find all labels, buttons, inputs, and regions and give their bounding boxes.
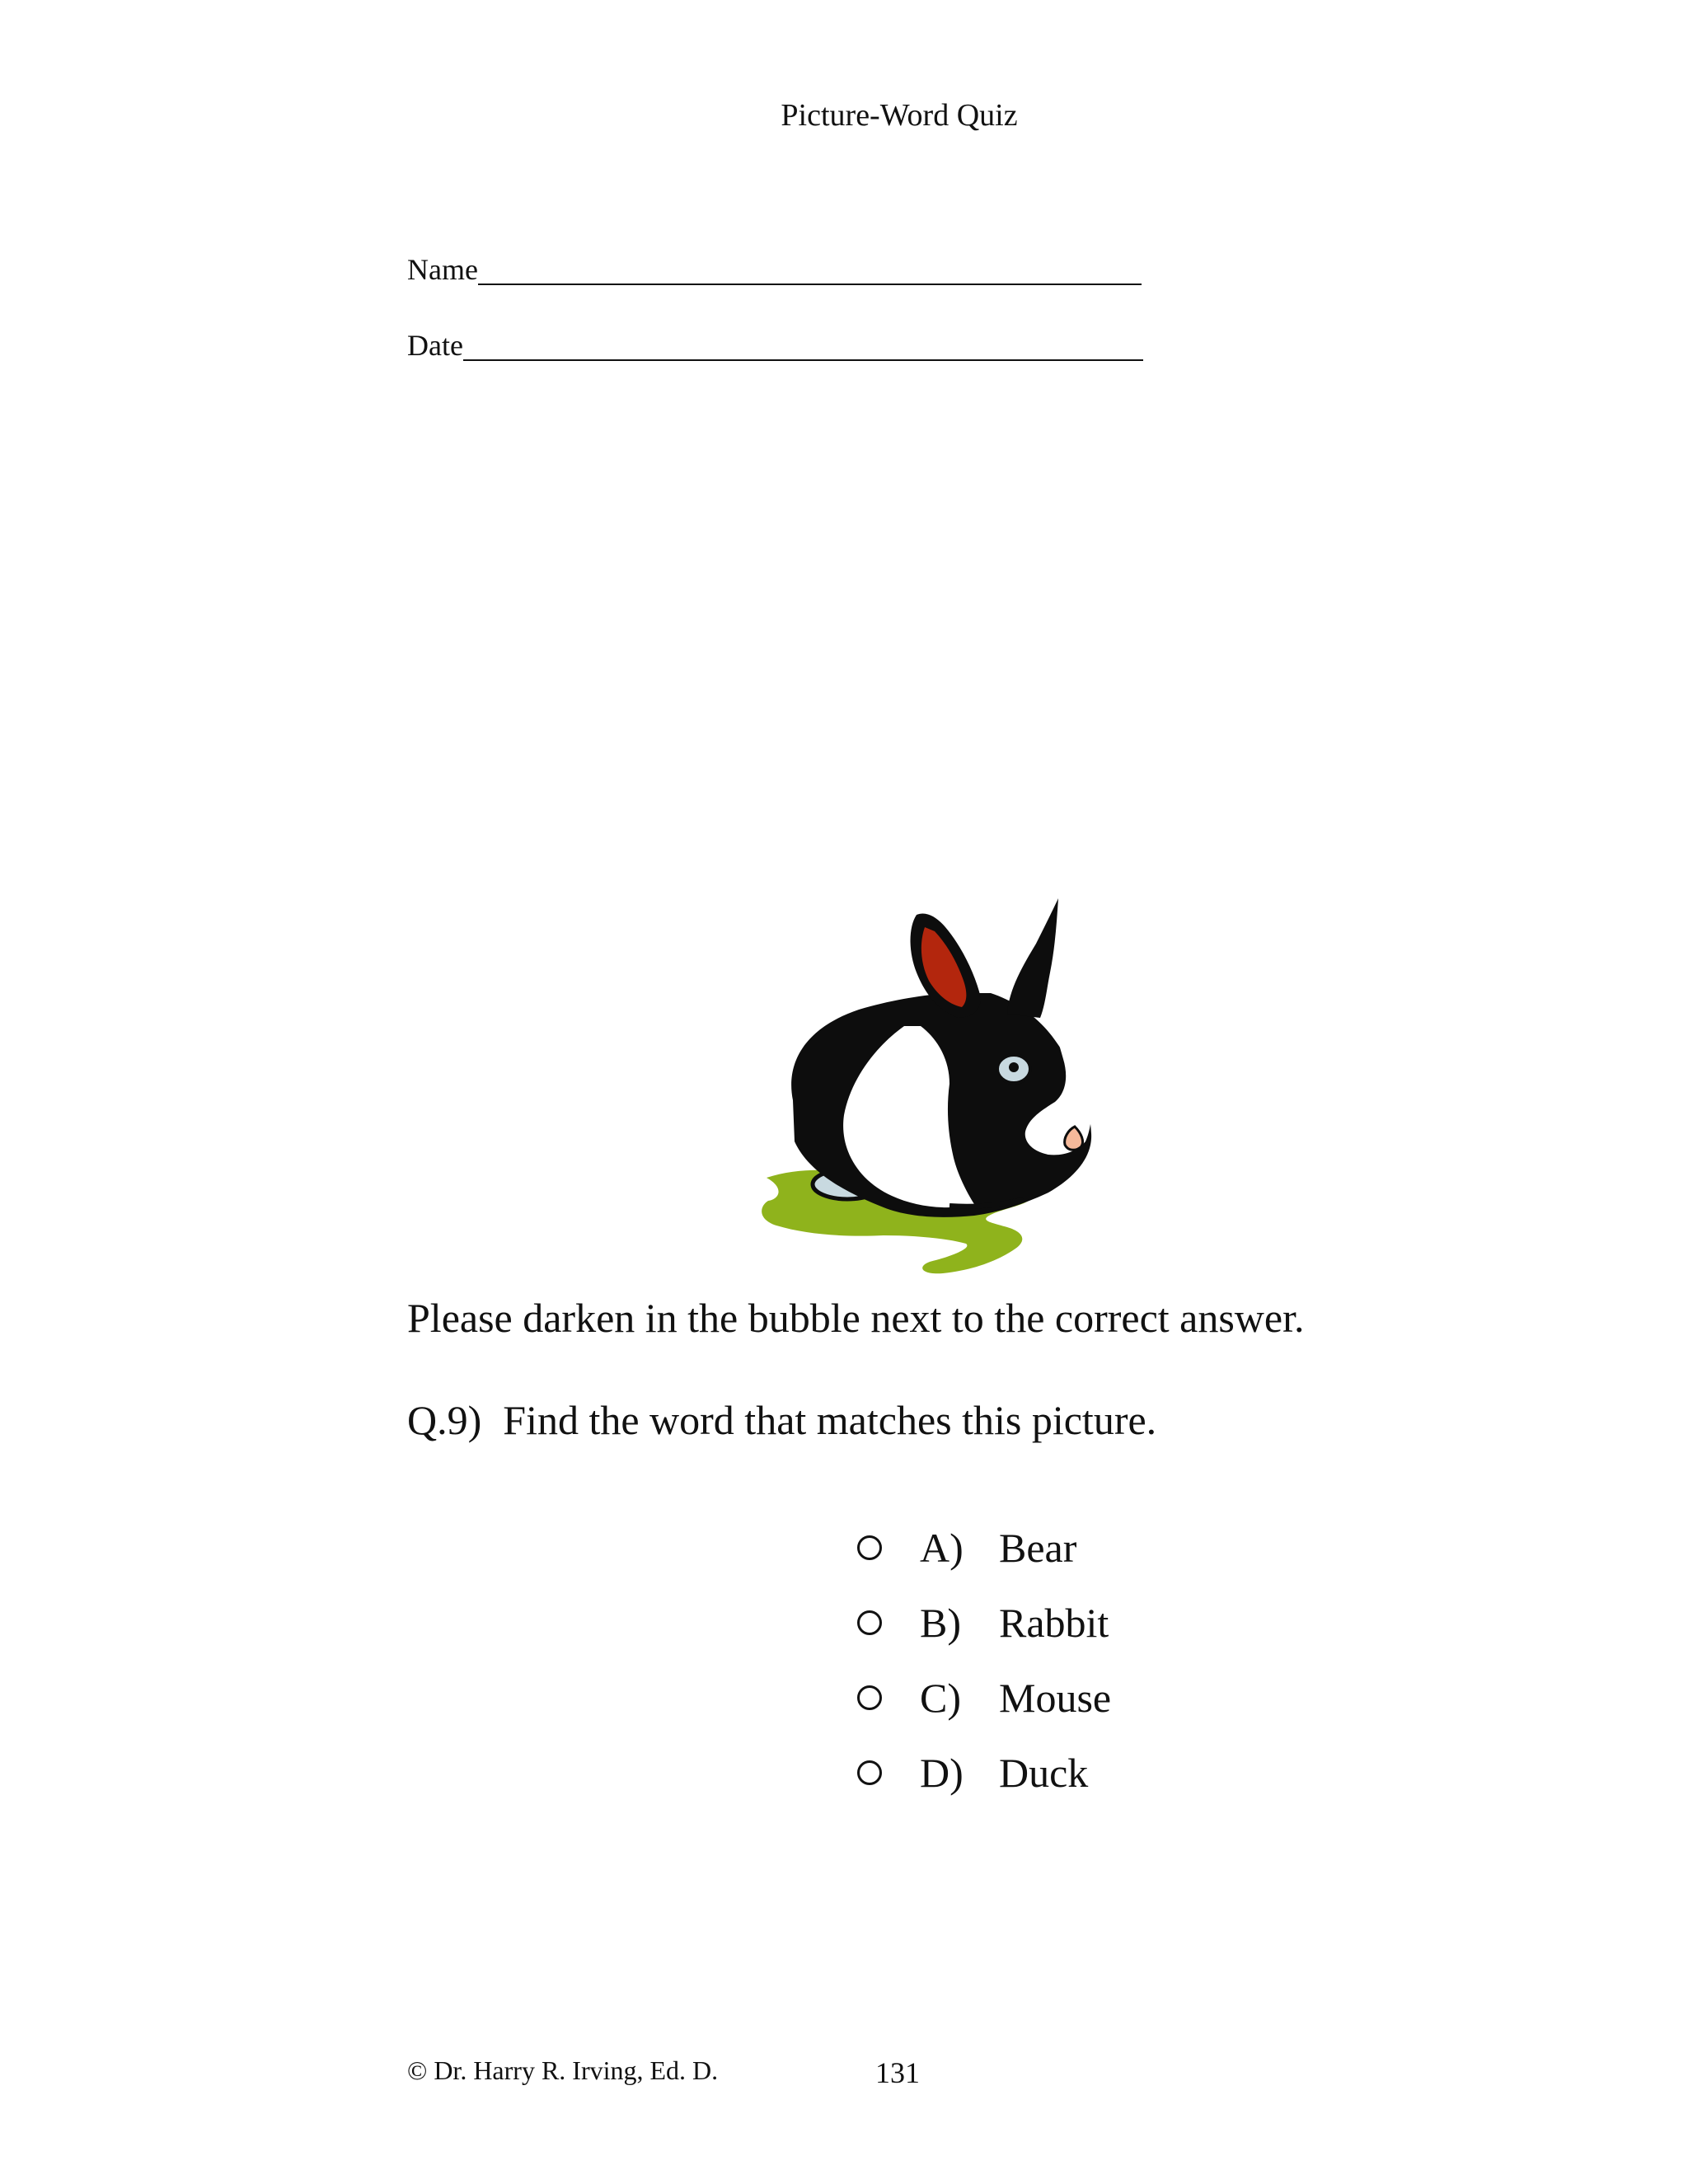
name-field[interactable] xyxy=(407,252,1142,287)
option-letter: A) xyxy=(920,1524,964,1571)
option-d[interactable] xyxy=(857,1735,1111,1810)
date-label: Date xyxy=(407,329,463,362)
question-number: Q.9) xyxy=(407,1397,482,1443)
instruction-text: Please darken in the bubble next to the correct answer. xyxy=(407,1295,1305,1341)
name-label: Name xyxy=(407,253,478,286)
question-prompt xyxy=(407,1396,1156,1444)
page-header xyxy=(0,97,1688,134)
bubble-radio-c[interactable] xyxy=(857,1685,882,1710)
option-label: Duck xyxy=(999,1749,1089,1796)
ear-right xyxy=(1007,898,1058,1018)
option-label: Bear xyxy=(999,1524,1077,1571)
option-label: Rabbit xyxy=(999,1599,1109,1646)
answer-options xyxy=(857,1510,1111,1810)
bubble-radio-b[interactable] xyxy=(857,1610,882,1635)
name-line[interactable] xyxy=(478,254,1142,285)
date-line[interactable] xyxy=(463,330,1143,361)
page-title: Picture-Word Quiz xyxy=(781,98,1018,133)
option-letter: D) xyxy=(920,1749,964,1796)
option-letter: C) xyxy=(920,1674,961,1721)
option-a[interactable] xyxy=(857,1510,1111,1585)
question-text: Find the word that matches this picture. xyxy=(503,1397,1157,1443)
option-letter: B) xyxy=(920,1599,961,1646)
date-field[interactable] xyxy=(407,328,1143,363)
option-c[interactable] xyxy=(857,1660,1111,1735)
page-number: 131 xyxy=(875,2056,920,2089)
bubble-radio-d[interactable] xyxy=(857,1760,882,1785)
bubble-radio-a[interactable] xyxy=(857,1535,882,1560)
copyright-text: © Dr. Harry R. Irving, Ed. D. xyxy=(407,2055,719,2085)
option-label: Mouse xyxy=(999,1674,1112,1721)
option-b[interactable] xyxy=(857,1585,1111,1660)
rabbit-illustration xyxy=(752,894,1119,1285)
